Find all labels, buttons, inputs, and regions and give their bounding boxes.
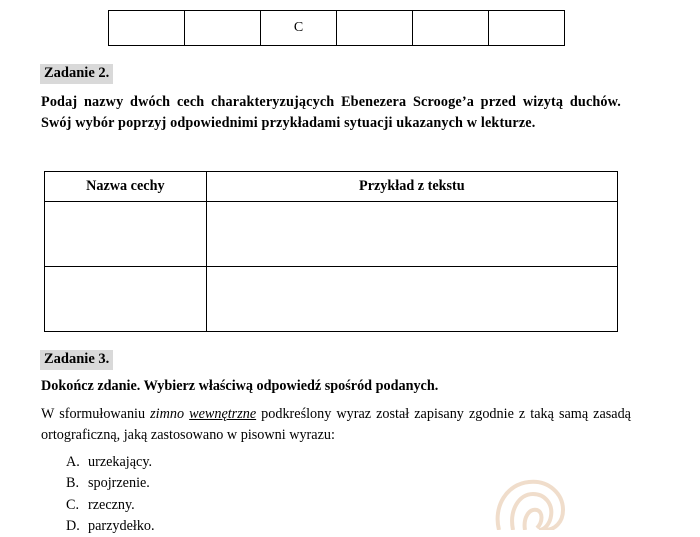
option-text: parzydełko. <box>88 517 155 534</box>
column-header-feature-name: Nazwa cechy <box>45 172 207 202</box>
text-example-cell[interactable] <box>206 267 617 332</box>
answer-grid-cell[interactable] <box>109 11 185 46</box>
stem-italic-word: zimno <box>150 406 190 422</box>
option-letter: B. <box>66 475 80 492</box>
task-2-instruction: Podaj nazwy dwóch cech charakteryzujących Ebenezera Scrooge’a przed wizytą duchów. Swój wybór poprzyj odpowiednimi przykładami sytuacji ukazanych w lekturze. <box>41 94 621 131</box>
task-3-instruction: Dokończ zdanie. Wybierz właściwą odpowiedź spośród podanych. <box>41 378 439 394</box>
answer-grid-cell[interactable] <box>185 11 261 46</box>
answer-option-c[interactable] <box>66 495 155 516</box>
answer-options-list <box>66 452 155 537</box>
answer-grid-cell[interactable] <box>413 11 489 46</box>
answer-option-a[interactable] <box>66 452 155 473</box>
option-letter: A. <box>66 454 80 470</box>
stem-suffix: podkreślony wyraz został zapisany zgodnie z taką samą zasadą ortograficzną, jaką zastosowano w pisowni wyrazu: <box>41 406 631 443</box>
text-example-cell[interactable] <box>206 202 617 267</box>
column-header-text-example: Przykład z tekstu <box>206 172 617 202</box>
answer-grid-table <box>108 10 565 46</box>
decorative-swirl-icon <box>483 470 583 530</box>
option-letter: D. <box>66 517 80 534</box>
features-table <box>44 171 618 332</box>
task-3-heading: Zadanie 3. <box>40 350 113 370</box>
answer-grid-cell[interactable] <box>337 11 413 46</box>
feature-name-cell[interactable] <box>45 202 207 267</box>
table-row <box>45 202 618 267</box>
answer-option-b[interactable] <box>66 473 155 494</box>
option-letter: C. <box>66 496 80 513</box>
table-header-row <box>45 172 618 202</box>
task-2-heading: Zadanie 2. <box>40 64 113 84</box>
option-text: spojrzenie. <box>88 475 150 492</box>
answer-option-d[interactable] <box>66 516 155 537</box>
stem-underlined-word: wewnętrzne <box>189 406 257 422</box>
answer-grid-cell[interactable] <box>489 11 565 46</box>
stem-prefix: W sformułowaniu <box>41 406 151 422</box>
task-3-stem <box>41 404 631 445</box>
table-row <box>109 11 565 46</box>
option-text: rzeczny. <box>88 496 135 513</box>
feature-name-cell[interactable] <box>45 267 207 332</box>
table-row <box>45 267 618 332</box>
answer-grid-cell[interactable]: C <box>261 11 337 46</box>
option-text: urzekający. <box>88 454 153 470</box>
